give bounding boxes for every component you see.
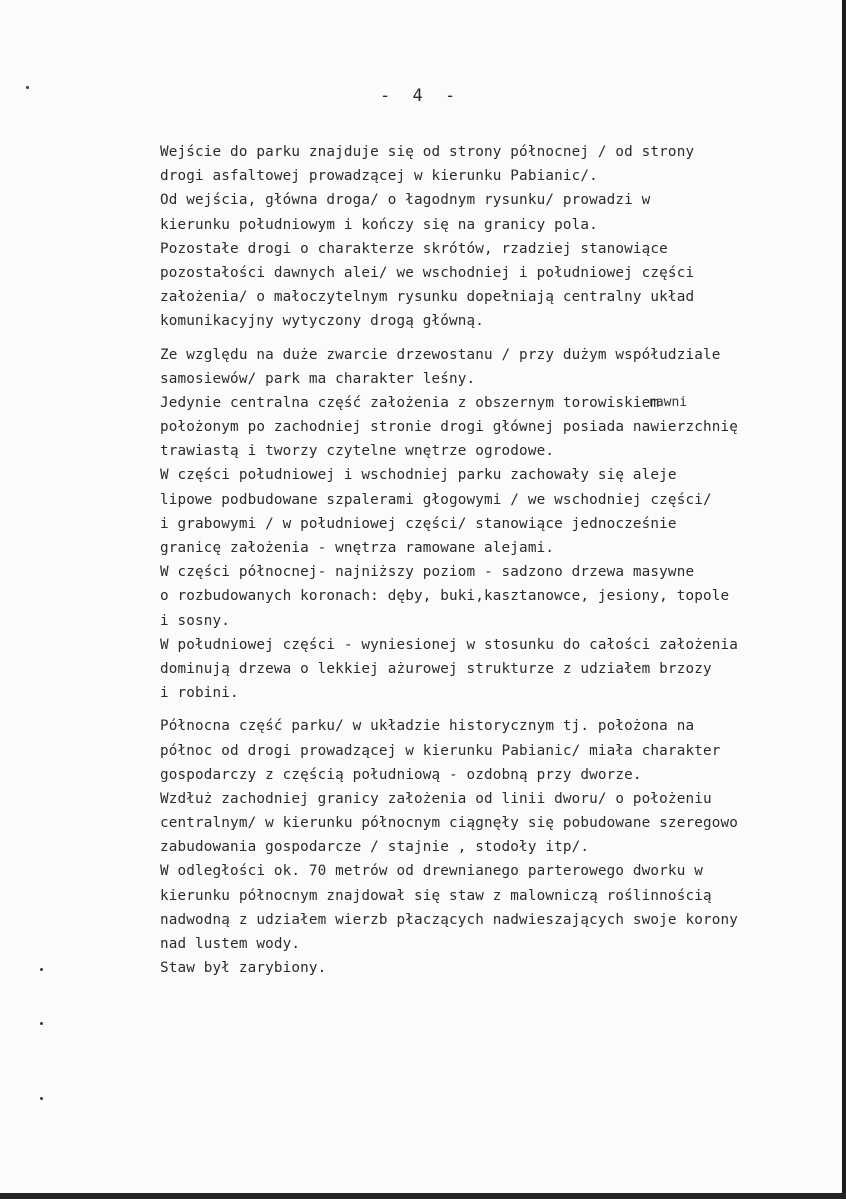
text-line: lipowe podbudowane szpalerami głogowymi / we wschodniej części/	[160, 491, 712, 508]
text-line: Staw był zarybiony.	[160, 960, 327, 977]
text-line: samosiewów/ park ma charakter leśny.	[160, 370, 476, 387]
text-line: W części północnej- najniższy poziom - sadzono drzewa masywne	[160, 564, 695, 581]
text-line: W odległości ok. 70 metrów od drewnianego parterowego dworku w	[160, 863, 703, 880]
text-line: dominują drzewa o lekkiej ażurowej strukturze z udziałem brzozy	[160, 660, 712, 677]
text-line: W południowej części - wyniesionej w stosunku do całości założenia	[160, 636, 738, 653]
text-line: Północna część parku/ w układzie historycznym tj. położona na	[160, 718, 695, 735]
scan-speck	[26, 86, 29, 89]
text-line: centralnym/ w kierunku północnym ciągnęły się pobudowane szeregowo	[160, 815, 738, 832]
text-line: Ze względu na duże zwarcie drzewostanu / przy dużym współudziale	[160, 346, 721, 363]
text-line: położonym po zachodniej stronie drogi głównej posiada nawierzchnię	[160, 419, 738, 436]
text-line: i grabowymi / w południowej części/ stanowiące jednocześnie	[160, 515, 677, 532]
text-line: Wzdłuż zachodniej granicy założenia od linii dworu/ o położeniu	[160, 790, 712, 807]
paragraph	[160, 140, 846, 334]
text-line: kierunku południowym i kończy się na granicy pola.	[160, 216, 598, 233]
page-number: - 4 -	[380, 86, 462, 106]
text-line: pozostałości dawnych alei/ we wschodniej i południowej części	[160, 264, 695, 281]
handwritten-annotation: rawni	[648, 395, 688, 410]
text-line: o rozbudowanych koronach: dęby, buki,kasztanowce, jesiony, topole	[160, 588, 730, 605]
paragraph	[160, 714, 846, 980]
text-line: granicę założenia - wnętrza ramowane alejami.	[160, 540, 555, 556]
scan-speck	[40, 968, 43, 971]
scan-speck	[40, 1022, 43, 1025]
text-line: i sosny.	[160, 612, 231, 629]
text-line: trawiastą i tworzy czytelne wnętrze ogrodowe.	[160, 443, 555, 460]
document-body	[160, 140, 846, 989]
text-line: nadwodną z udziałem wierzb płaczących nadwieszających swoje korony	[160, 911, 738, 928]
text-line: kierunku północnym znajdował się staw z malowniczą roślinnością	[160, 887, 712, 904]
text-line: północ od drogi prowadzącej w kierunku Pabianic/ miała charakter	[160, 742, 721, 759]
paragraph	[160, 343, 846, 706]
text-line: komunikacyjny wytyczony drogą główną.	[160, 313, 485, 330]
text-line: W części południowej i wschodniej parku zachowały się aleje	[160, 467, 677, 484]
text-line: zabudowania gospodarcze / stajnie , stodoły itp/.	[160, 839, 590, 856]
text-line: drogi asfaltowej prowadzącej w kierunku Pabianic/.	[160, 168, 598, 185]
scan-speck	[40, 1097, 43, 1100]
text-line: Od wejścia, główna droga/ o łagodnym rysunku/ prowadzi w	[160, 192, 651, 209]
scan-edge-bottom	[0, 1193, 846, 1199]
text-line: Jedynie centralna część założenia z obszernym torowiskiem	[160, 394, 660, 411]
text-line: Pozostałe drogi o charakterze skrótów, rzadziej stanowiące	[160, 240, 668, 257]
text-line: i robini.	[160, 685, 239, 702]
text-line: gospodarczy z częścią południową - ozdobną przy dworze.	[160, 766, 642, 783]
text-line: założenia/ o małoczytelnym rysunku dopełniają centralny układ	[160, 289, 695, 306]
text-line: Wejście do parku znajduje się od strony północnej / od strony	[160, 144, 695, 160]
text-line: nad lustem wody.	[160, 936, 301, 952]
